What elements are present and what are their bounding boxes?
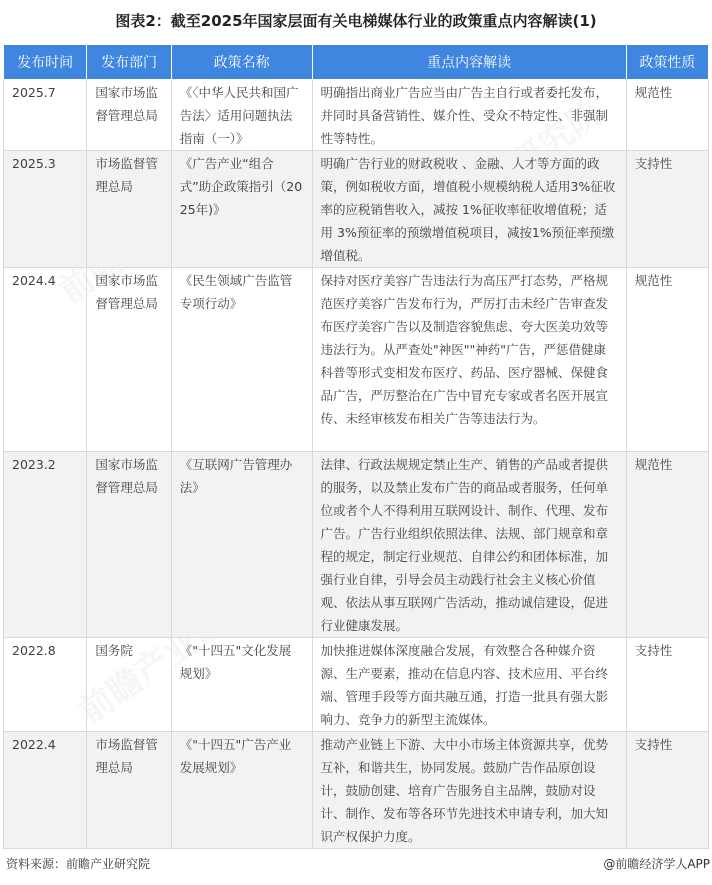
header-dept: 发布部门 [87,45,171,80]
credit-note: @前瞻经济学人APP [603,857,710,871]
nature-cell: 规范性 [626,268,708,452]
table-row [4,732,709,849]
nature-cell: 支持性 [626,151,708,268]
table-row [4,268,709,452]
content-cell: 明确指出商业广告应当由广告主自行或者委托发布，并同时具备营销性、媒介性、受众不特定性、非强制性等特性。 [312,80,626,151]
policy-name-cell: 《民生领域广告监管专项行动》 [171,268,312,452]
department-cell: 市场监督管理总局 [87,151,171,268]
date-cell: 2022.8 [4,638,87,732]
policy-table [3,44,709,849]
table-title: 图表2：截至2025年国家层面有关电梯媒体行业的政策重点内容解读(1) [115,12,597,30]
nature-cell: 支持性 [626,732,708,849]
header-name: 政策名称 [171,45,312,80]
nature-cell: 支持性 [626,638,708,732]
source-note: 资料来源：前瞻产业研究院 [6,857,151,871]
department-cell: 市场监督管理总局 [87,732,171,849]
table-header-row [4,45,709,80]
date-cell: 2024.4 [4,268,87,452]
content-cell: 保持对医疗美容广告违法行为高压严打态势，严格规范医疗美容广告发布行为，严厉打击未经广告审查发布医疗美容广告以及制造容貌焦虑、夸大医美功效等违法行为。从严查处"神医""神药"广告，严惩借健康科普等形式变相发布医疗、药品、医疗器械、保健食品广告，严厉整治在广告中冒充专家或者名医开展宣传、未经审核发布相关广告等违法行为。 [312,268,626,452]
content-cell: 法律、行政法规规定禁止生产、销售的产品或者提供的服务，以及禁止发布广告的商品或者服务，任何单位或者个人不得利用互联网设计、制作、代理、发布广告。广告行业组织依照法律、法规、部门规章和章程的规定，制定行业规范、自律公约和团体标准，加强行业自律，引导会员主动践行社会主义核心价值观、依法从事互联网广告活动，推动诚信建设，促进行业健康发展。 [312,452,626,638]
table-row [4,638,709,732]
nature-cell: 规范性 [626,452,708,638]
header-nature: 政策性质 [626,45,708,80]
department-cell: 国家市场监督管理总局 [87,452,171,638]
content-cell: 明确广告行业的财政税收 、金融、人才等方面的政策，例如税收方面，增值税小规模纳税人适用3%征收率的应税销售收入，减按 1%征收率征收增值税；适用 3%预征率的预缴增值税项目，减按1%预征率预缴增值税。 [312,151,626,268]
department-cell: 国家市场监督管理总局 [87,80,171,151]
policy-name-cell: 《广告产业“组合式”助企政策指引（2025年)》 [171,151,312,268]
table-row [4,80,709,151]
date-cell: 2022.4 [4,732,87,849]
policy-name-cell: 《互联网广告管理办法》 [171,452,312,638]
nature-cell: 规范性 [626,80,708,151]
table-row [4,151,709,268]
policy-name-cell: 《"十四五"文化发展规划》 [171,638,312,732]
policy-name-cell: 《〈中华人民共和国广告法〉适用问题执法指南（一）》 [171,80,312,151]
content-cell: 加快推进媒体深度融合发展，有效整合各种媒介资源、生产要素，推动在信息内容、技术应用、平台终端、管理手段等方面共融互通，打造一批具有强大影响力、竞争力的新型主流媒体。 [312,638,626,732]
date-cell: 2025.3 [4,151,87,268]
department-cell: 国家市场监督管理总局 [87,268,171,452]
header-content: 重点内容解读 [312,45,626,80]
policy-name-cell: 《"十四五"广告产业发展规划》 [171,732,312,849]
department-cell: 国务院 [87,638,171,732]
content-cell: 推动产业链上下游、大中小市场主体资源共享，优势互补，和谐共生，协同发展。鼓励广告作品原创设计，鼓励创建、培育广告服务自主品牌，鼓励对设计、制作、发布等各环节先进技术申请专利，加大知识产权保护力度。 [312,732,626,849]
date-cell: 2025.7 [4,80,87,151]
header-date: 发布时间 [4,45,87,80]
date-cell: 2023.2 [4,452,87,638]
table-row [4,452,709,638]
